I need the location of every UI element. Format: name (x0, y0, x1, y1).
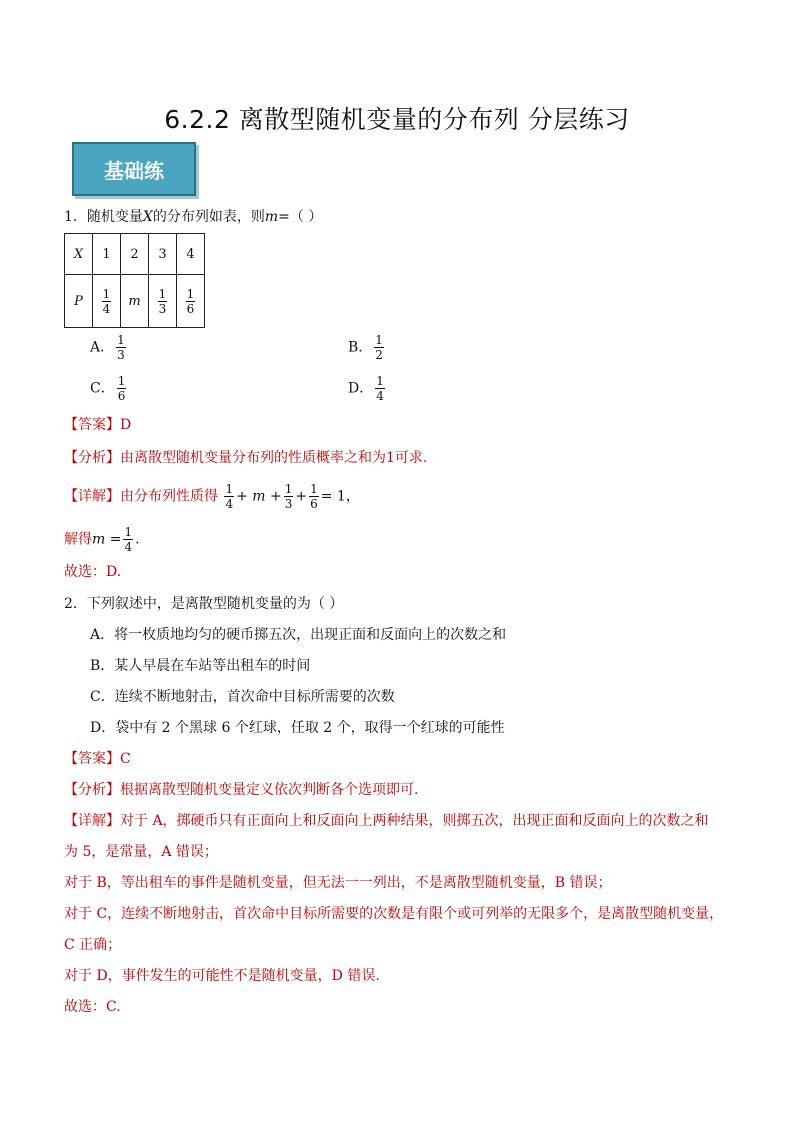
fraction (284, 482, 294, 511)
fraction-den: 3 (117, 348, 125, 362)
q2-detail-6: 对于 D，事件发生的可能性不是随机变量，D 错误. (64, 968, 380, 984)
fraction-num: 1 (225, 482, 234, 496)
option-label: B． (348, 339, 373, 356)
detail-text: 对于 A，掷硬币只有正面向上和反面向上两种结果，则掷五次，出现正面和反面向上的次数之和 (120, 813, 709, 829)
analysis-tag: 【分析】 (64, 450, 120, 466)
table-cell: X (65, 234, 93, 275)
fraction-den: 4 (102, 301, 111, 316)
fraction-num: 1 (124, 525, 133, 539)
option-label: C． (90, 380, 115, 397)
fraction (375, 374, 385, 403)
q1-var-m: m (264, 209, 279, 225)
answer-tag: 【答案】 (64, 751, 120, 767)
fraction (116, 333, 126, 362)
solve-text: 解得 (64, 531, 92, 548)
fraction-den: 3 (158, 301, 167, 316)
fraction-den: 4 (124, 540, 133, 554)
fraction-num: 1 (310, 482, 318, 496)
fraction-den: 3 (284, 497, 293, 511)
q2-answer (64, 749, 131, 769)
table-cell: 2 (121, 234, 149, 275)
analysis-text: 由离散型随机变量分布列的性质概率之和为1可求. (120, 450, 428, 466)
fraction-num: 1 (102, 286, 111, 301)
distribution-table (64, 233, 205, 328)
q1-solve (64, 525, 140, 554)
solve-var: m = (92, 531, 122, 548)
fraction (374, 333, 384, 362)
analysis-text: 根据离散型随机变量定义依次判断各个选项即可. (120, 782, 419, 798)
table-row (65, 275, 205, 328)
q2-stem: 2．下列叙述中，是离散型随机变量的为（ ） (64, 596, 344, 612)
detail-tag: 【详解】 (64, 488, 120, 505)
fraction-num: 1 (284, 482, 293, 496)
q1-option-d (348, 374, 387, 403)
fraction-den: 6 (186, 301, 195, 316)
detail-text: 由分布列性质得 (120, 488, 218, 505)
q1-option-c (90, 374, 128, 403)
q2-option-b: B．某人早晨在车站等出租车的时间 (90, 658, 311, 674)
answer-tag: 【答案】 (64, 417, 120, 433)
q1-stem-post: =（ ） (278, 209, 323, 225)
eq-term: + m + (236, 488, 282, 505)
q1-analysis (64, 448, 427, 468)
fraction (123, 525, 133, 554)
solve-end: . (135, 531, 140, 548)
q2-detail-4: 对于 C，连续不断地射击，首次命中目标所需要的次数是有限个或可列举的无限多个，是离散型随机变量， (64, 906, 724, 922)
q1-choose: 故选：D. (64, 564, 122, 580)
option-label: A． (90, 339, 115, 356)
q1-stem-mid: 的分布列如表，则 (152, 209, 265, 225)
q2-analysis (64, 780, 418, 800)
q1-stem (64, 207, 322, 227)
fraction-den: 4 (225, 497, 234, 511)
q2-detail-3: 对于 B，等出租车的事件是随机变量，但无法一一列出，不是离散型随机变量，B 错误； (64, 875, 612, 891)
q2-option-c: C．连续不断地射击，首次命中目标所需要的次数 (90, 689, 395, 705)
fraction-num: 1 (186, 286, 195, 301)
q2-detail (64, 811, 709, 831)
q2-choose: 故选：C. (64, 999, 121, 1015)
fraction (309, 482, 319, 511)
answer-value: C (120, 751, 131, 767)
section-badge: 基础练 (72, 142, 196, 196)
fraction-num: 1 (375, 333, 383, 347)
fraction-den: 2 (375, 348, 383, 362)
analysis-tag: 【分析】 (64, 782, 120, 798)
table-cell: 3 (149, 234, 177, 275)
fraction-num: 1 (117, 374, 126, 388)
fraction (117, 374, 127, 403)
table-row (65, 234, 205, 275)
fraction (224, 482, 234, 511)
fraction (158, 287, 168, 316)
fraction-num: 1 (117, 333, 125, 347)
fraction-den: 4 (376, 389, 384, 403)
fraction-num: 1 (376, 374, 384, 388)
fraction (102, 287, 112, 316)
q2-option-a: A．将一枚质地均匀的硬币掷五次，出现正面和反面向上的次数之和 (90, 627, 507, 643)
eq-plus: + (295, 488, 308, 505)
table-cell: m (121, 275, 149, 328)
q2-detail-5: C 正确； (64, 937, 122, 953)
q1-option-b (348, 333, 386, 362)
q1-detail (64, 482, 360, 511)
detail-tag: 【详解】 (64, 813, 120, 829)
table-cell: 1 (93, 234, 121, 275)
q1-stem-pre: 1．随机变量 (64, 209, 143, 225)
page-title: 6.2.2 离散型随机变量的分布列 分层练习 (164, 105, 630, 134)
table-cell (93, 275, 121, 328)
q1-var-x: X (142, 209, 153, 225)
q1-answer (64, 415, 131, 435)
q2-detail-2: 为 5，是常量，A 错误； (64, 844, 218, 860)
option-label: D． (348, 380, 374, 397)
fraction (186, 287, 196, 316)
fraction-num: 1 (158, 286, 167, 301)
answer-value: D (120, 417, 132, 433)
table-cell (149, 275, 177, 328)
table-cell (177, 275, 205, 328)
table-cell: 4 (177, 234, 205, 275)
eq-result: = 1， (320, 488, 360, 505)
fraction-den: 6 (310, 497, 318, 511)
fraction-den: 6 (117, 389, 126, 403)
q2-option-d: D．袋中有 2 个黑球 6 个红球，任取 2 个，取得一个红球的可能性 (90, 720, 505, 736)
table-cell: P (65, 275, 93, 328)
q1-option-a (90, 333, 128, 362)
